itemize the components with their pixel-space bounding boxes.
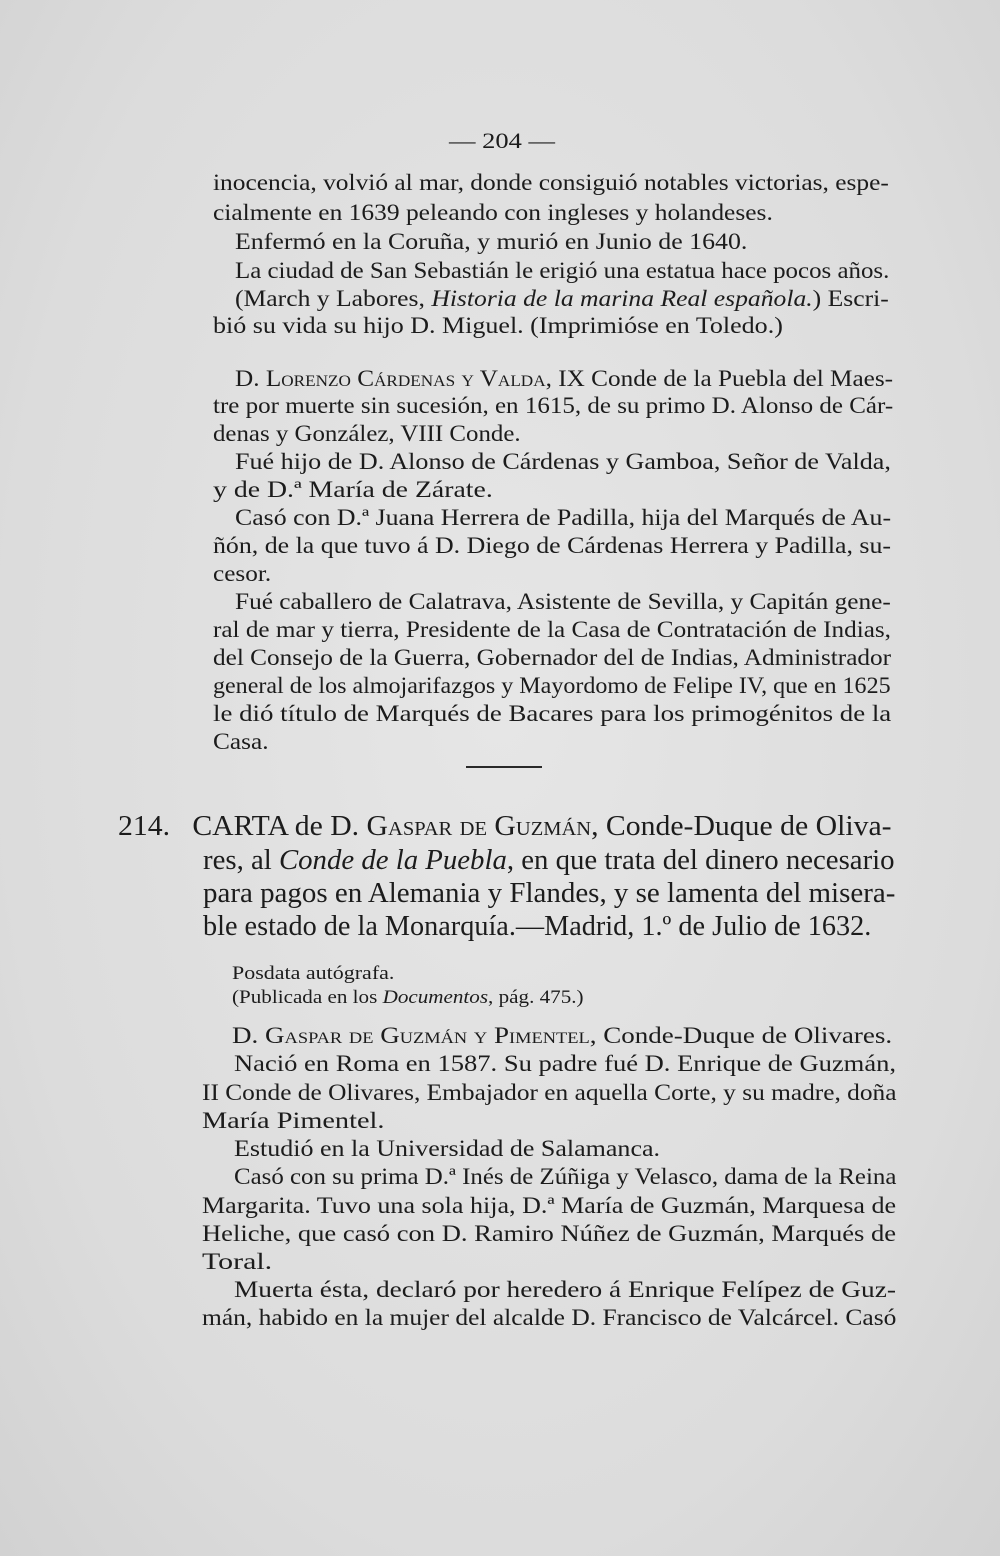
entry-text: , en que trata del dinero necesario: [506, 844, 895, 876]
text-line: inocencia, volvió al mar, donde consiguió notables victorias, espe-: [213, 170, 889, 196]
publication-suffix: , pág. 475.): [488, 987, 584, 1008]
text-line: II Conde de Olivares, Embajador en aquella Corte, y su madre, doña: [202, 1080, 897, 1106]
entry-number: 214.: [118, 810, 171, 842]
entry-number-gap: [170, 810, 192, 842]
name-prefix: D.: [235, 366, 266, 392]
text-line: Heliche, que casó con D. Ramiro Núñez de Guzmán, Marqués de: [202, 1221, 897, 1247]
text-line: ñón, de la que tuvo á D. Diego de Cárdenas Herrera y Padilla, su-: [213, 533, 892, 559]
text-line: Fué caballero de Calatrava, Asistente de Sevilla, y Capitán gene-: [235, 589, 891, 615]
text-line: tre por muerte sin sucesión, en 1615, de su primo D. Alonso de Cár-: [213, 393, 894, 419]
text-line: María Pimentel.: [202, 1108, 385, 1134]
text-line: Casó con su prima D.ª Inés de Zúñiga y Velasco, dama de la Reina: [234, 1164, 897, 1190]
text-line: bió su vida su hijo D. Miguel. (Imprimióse en Toledo.): [213, 313, 783, 339]
name-suffix: , Conde-Duque de Olivares.: [589, 1023, 893, 1049]
publication-note: [232, 988, 584, 1007]
entry-heading-line: ble estado de la Monarquía.—Madrid, 1.º de Julio de 1632.: [203, 910, 872, 942]
citation-suffix: ) Escri-: [812, 286, 889, 312]
text-line: Muerta ésta, declaró por heredero á Enrique Felípez de Guz-: [234, 1277, 896, 1303]
text-line: Fué hijo de D. Alonso de Cárdenas y Gamboa, Señor de Valda,: [235, 449, 891, 475]
person-name: Lorenzo Cárdenas y Valda: [265, 366, 546, 392]
text-line: le dió título de Marqués de Bacares para los primogénitos de la: [213, 701, 892, 727]
text-line: Toral.: [202, 1249, 273, 1275]
text-line: Enfermó en la Coruña, y murió en Junio de 1640.: [235, 229, 748, 255]
publication-prefix: (Publicada en los: [232, 987, 383, 1008]
citation-line: [235, 288, 889, 312]
text-line: Casa.: [213, 729, 269, 755]
biography-heading-line: [235, 368, 893, 392]
text-line: cesor.: [213, 561, 272, 587]
section-divider: [466, 766, 542, 768]
text-line: cialmente en 1639 peleando con ingleses y holandeses.: [213, 200, 773, 226]
biography-heading-line: [232, 1025, 892, 1049]
entry-title-end: , Conde-Duque de Oliva-: [591, 810, 892, 842]
text-line: mán, habido en la mujer del alcalde D. Francisco de Valcárcel. Casó: [202, 1305, 897, 1331]
name-suffix: , IX Conde de la Puebla del Maes-: [545, 366, 894, 392]
text-line: La ciudad de San Sebastián le erigió una estatua hace pocos años.: [235, 258, 890, 284]
text-line: general de los almojarifazgos y Mayordomo de Felipe IV, que en 1625: [213, 673, 891, 699]
name-prefix: D.: [232, 1023, 266, 1049]
entry-author-name: Gaspar de Guzmán: [366, 810, 592, 842]
postscript-note: Posdata autógrafa.: [232, 963, 395, 984]
entry-heading-line: [203, 846, 895, 875]
citation-title: Historia de la marina Real española.: [431, 286, 813, 312]
text-line: denas y González, VIII Conde.: [213, 421, 521, 447]
text-line: Margarita. Tuvo una sola hija, D.ª María de Guzmán, Marquesa de: [202, 1193, 897, 1219]
text-line: Estudió en la Universidad de Salamanca.: [234, 1136, 661, 1162]
entry-heading-line: [118, 812, 892, 841]
page-number: — 204 —: [449, 128, 555, 153]
entry-recipient: Conde de la Puebla: [278, 844, 507, 876]
text-line: del Consejo de la Guerra, Gobernador del de Indias, Administrador: [213, 645, 892, 671]
text-line: Nació en Roma en 1587. Su padre fué D. Enrique de Guzmán,: [234, 1051, 897, 1077]
entry-text: res, al: [203, 844, 279, 876]
publication-title: Documentos: [382, 987, 489, 1008]
text-line: Casó con D.ª Juana Herrera de Padilla, hija del Marqués de Au-: [235, 505, 892, 531]
text-line: y de D.ª María de Zárate.: [213, 477, 493, 503]
citation-prefix: (March y Labores,: [235, 286, 432, 312]
entry-heading-line: para pagos en Alemania y Flandes, y se lamenta del misera-: [203, 877, 896, 909]
person-name: Gaspar de Guzmán y Pimentel: [265, 1023, 590, 1049]
text-line: ral de mar y tierra, Presidente de la Casa de Contratación de Indias,: [213, 617, 891, 643]
entry-title-start: CARTA de D.: [192, 810, 367, 842]
